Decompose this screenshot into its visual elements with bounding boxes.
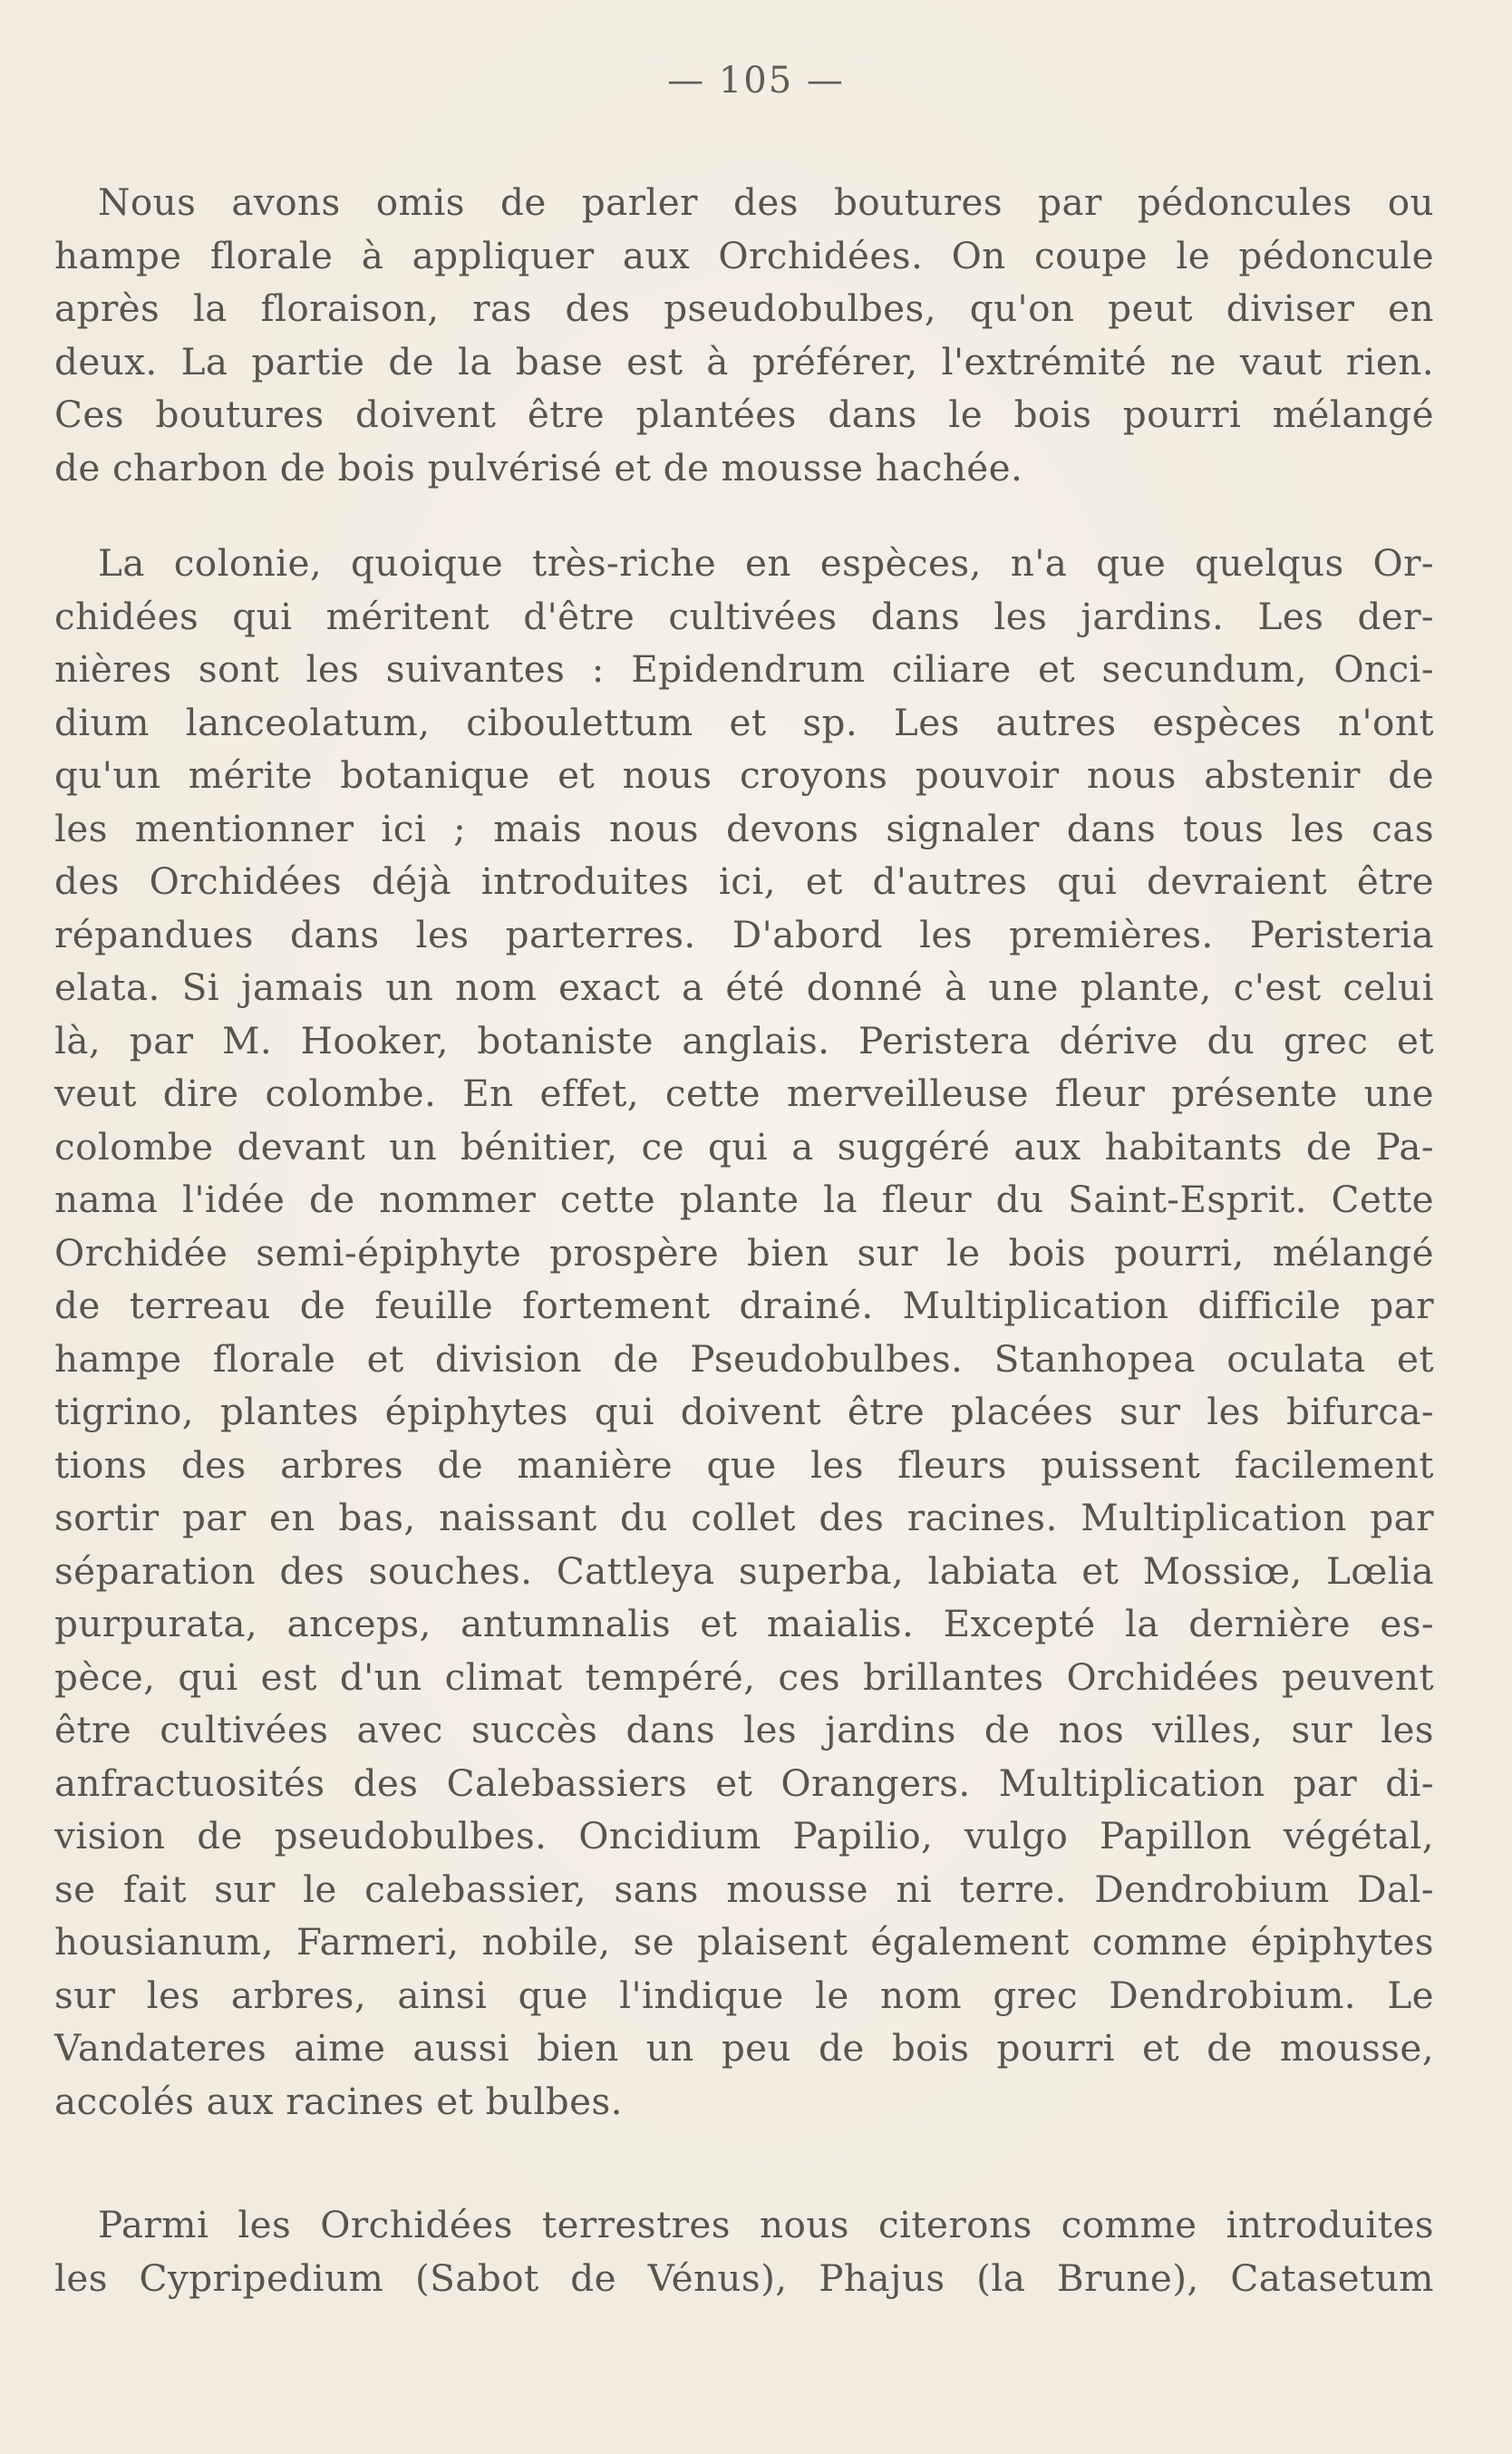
text-line: housianum, Farmeri, nobile, se plaisent également comme épiphytes xyxy=(54,1920,1434,1964)
text-line: qu'un mérite botanique et nous croyons pouvoir nous abstenir de xyxy=(54,753,1434,797)
text-line: dium lanceolatum, ciboulettum et sp. Les autres espèces n'ont xyxy=(54,700,1434,744)
page-number: — 105 — xyxy=(667,60,845,102)
text-line: veut dire colombe. En effet, cette merveilleuse fleur présente une xyxy=(54,1072,1434,1115)
paragraph-2 xyxy=(54,537,1434,2128)
text-line: deux. La partie de la base est à préférer, l'extrémité ne vaut rien. xyxy=(54,339,1434,383)
text-line: hampe florale et division de Pseudobulbes. Stanhopea oculata et xyxy=(54,1336,1434,1381)
text-line: Ces boutures doivent être plantées dans le bois pourri mélangé xyxy=(54,393,1434,436)
text-line: accolés aux racines et bulbes. xyxy=(54,2079,623,2123)
text-line: après la floraison, ras des pseudobulbes, qu'on peut diviser en xyxy=(54,286,1434,330)
text-line: de terreau de feuille fortement drainé. Multiplication difficile par xyxy=(54,1284,1434,1327)
text-line: de charbon de bois pulvérisé et de mousse hachée. xyxy=(54,445,1023,490)
text-line: nières sont les suivantes : Epidendrum ciliare et secundum, Onci- xyxy=(54,647,1434,691)
text-line: se fait sur le calebassier, sans mousse ni terre. Dendrobium Dal- xyxy=(54,1867,1434,1911)
text-line: là, par M. Hooker, botaniste anglais. Peristera dérive du grec et xyxy=(54,1018,1434,1062)
text-line: pèce, qui est d'un climat tempéré, ces brillantes Orchidées peuvent xyxy=(54,1654,1434,1699)
text-line: sortir par en bas, naissant du collet des racines. Multiplication par xyxy=(54,1496,1434,1539)
text-line: répandues dans les parterres. D'abord les premières. Peristeria xyxy=(54,912,1434,956)
text-line: Vandateres aime aussi bien un peu de bois pourri et de mousse, xyxy=(54,2026,1434,2070)
text-line: les mentionner ici ; mais nous devons signaler dans tous les cas xyxy=(54,806,1434,850)
text-line: tions des arbres de manière que les fleurs puissent facilement xyxy=(54,1442,1434,1487)
text-line: tigrino, plantes épiphytes qui doivent être placées sur les bifurca- xyxy=(54,1390,1434,1433)
text-line: nama l'idée de nommer cette plante la fleur du Saint-Esprit. Cette xyxy=(54,1178,1434,1221)
text-line: hampe florale à appliquer aux Orchidées. On coupe le pédoncule xyxy=(54,233,1434,277)
text-line: Nous avons omis de parler des boutures par pédoncules ou xyxy=(98,180,1434,224)
text-line: sur les arbres, ainsi que l'indique le nom grec Dendrobium. Le xyxy=(54,1973,1434,2017)
text-line: Orchidée semi-épiphyte prospère bien sur le bois pourri, mélangé xyxy=(54,1230,1434,1275)
text-line: Parmi les Orchidées terrestres nous citerons comme introduites xyxy=(98,2203,1434,2246)
paragraph-1 xyxy=(54,176,1434,494)
text-line: chidées qui méritent d'être cultivées dans les jardins. Les der- xyxy=(54,594,1434,638)
text-line: elata. Si jamais un nom exact a été donné à une plante, c'est celui xyxy=(54,965,1434,1009)
text-line: purpurata, anceps, antumnalis et maialis. Excepté la dernière es- xyxy=(54,1602,1434,1645)
paragraph-3 xyxy=(54,2198,1434,2304)
text-line: anfractuosités des Calebassiers et Orangers. Multiplication par di- xyxy=(54,1760,1434,1805)
text-line: colombe devant un bénitier, ce qui a suggéré aux habitants de Pa- xyxy=(54,1124,1434,1169)
text-line: séparation des souches. Cattleya superba, labiata et Mossiœ, Lœlia xyxy=(54,1548,1434,1593)
text-line: être cultivées avec succès dans les jardins de nos villes, sur les xyxy=(54,1708,1434,1751)
text-line: des Orchidées déjà introduites ici, et d'autres qui devraient être xyxy=(54,859,1434,903)
text-line: La colonie, quoique très-riche en espèces, n'a que quelqus Or- xyxy=(98,541,1434,585)
text-line: les Cypripedium (Sabot de Vénus), Phajus (la Brune), Catasetum xyxy=(54,2255,1434,2300)
text-line: vision de pseudobulbes. Oncidium Papilio, vulgo Papillon végétal, xyxy=(54,1814,1434,1857)
